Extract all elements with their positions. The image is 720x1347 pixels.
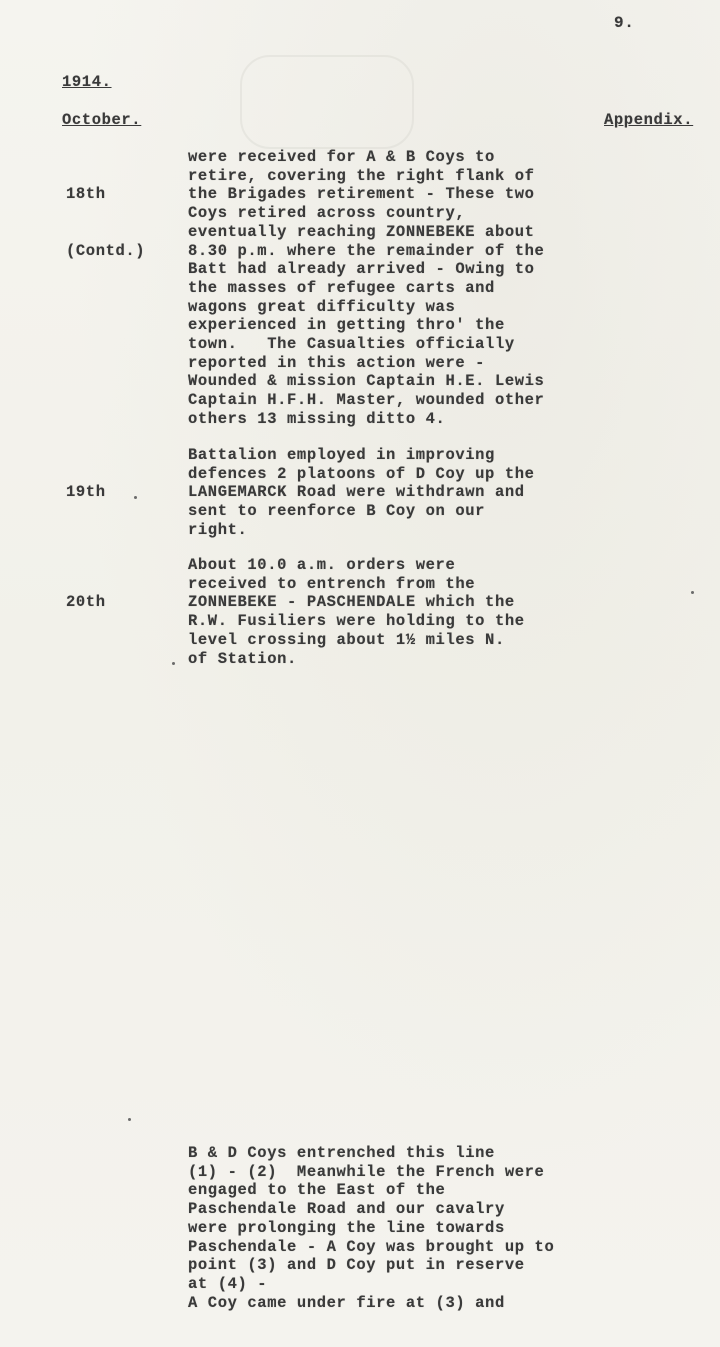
body-line: LANGEMARCK Road were withdrawn and <box>188 483 525 502</box>
body-line: the masses of refugee carts and <box>188 278 495 297</box>
entry-date-20th <box>66 556 106 650</box>
body-line: defences 2 platoons of D Coy up the <box>188 464 535 483</box>
body-line: level crossing about 1½ miles N. <box>188 630 505 649</box>
entry-body-19th <box>188 446 618 540</box>
ink-speck <box>172 662 175 665</box>
body-line: of Station. <box>188 649 297 668</box>
ink-speck <box>134 496 137 499</box>
watermark-ghost <box>240 55 414 149</box>
entry-date-18th <box>66 148 145 298</box>
body-line: experienced in getting thro' the <box>188 316 505 335</box>
body-line: A Coy came under fire at (3) and <box>188 1293 505 1312</box>
body-line: reported in this action were - <box>188 353 486 372</box>
body-line: ZONNEBEKE - PASCHENDALE which the <box>188 593 515 612</box>
year-heading: 1914. <box>62 73 112 91</box>
entry-body-20th <box>188 556 618 668</box>
body-line: sent to reenforce B Coy on our <box>188 502 486 521</box>
entry-date-line: 20th <box>66 593 106 612</box>
body-line: 8.30 p.m. where the remainder of the <box>188 241 545 260</box>
body-line: Batt had already arrived - Owing to <box>188 260 535 279</box>
body-line: Coys retired across country, <box>188 204 466 223</box>
body-line: received to entrench from the <box>188 574 476 593</box>
appendix-heading: Appendix. <box>604 111 694 129</box>
body-line: R.W. Fusiliers were holding to the <box>188 612 525 631</box>
ink-speck <box>691 591 694 594</box>
body-line: others 13 missing ditto 4. <box>188 409 446 428</box>
body-line: Paschendale Road and our cavalry <box>188 1200 505 1219</box>
body-line: Paschendale - A Coy was brought up to <box>188 1237 555 1256</box>
entry-date-line: (Contd.) <box>66 241 146 260</box>
body-line: retire, covering the right flank of <box>188 166 535 185</box>
body-line: (1) - (2) Meanwhile the French were <box>188 1162 545 1181</box>
month-heading: October. <box>62 111 142 129</box>
body-line: at (4) - <box>188 1274 268 1293</box>
entry-date-19th <box>66 446 106 540</box>
body-line: Captain H.F.H. Master, wounded other <box>188 391 545 410</box>
body-line: Battalion employed in improving <box>188 446 495 464</box>
body-line: town. The Casualties officially <box>188 335 515 354</box>
body-line: right. <box>188 520 248 539</box>
body-line: wagons great difficulty was <box>188 297 456 316</box>
body-line: B & D Coys entrenched this line <box>188 1144 495 1162</box>
body-line: were received for A & B Coys to <box>188 148 495 166</box>
body-line: were prolonging the line towards <box>188 1218 505 1237</box>
body-line: the Brigades retirement - These two <box>188 185 535 204</box>
body-line: engaged to the East of the <box>188 1181 446 1200</box>
body-line: point (3) and D Coy put in reserve <box>188 1256 525 1275</box>
entry-body-18th <box>188 148 618 429</box>
ink-speck <box>128 1118 131 1121</box>
body-line: eventually reaching ZONNEBEKE about <box>188 222 535 241</box>
page-number: 9. <box>614 14 635 32</box>
body-line: Wounded & mission Captain H.E. Lewis <box>188 372 545 391</box>
entry-body-continuation <box>188 1144 618 1312</box>
body-line: About 10.0 a.m. orders were <box>188 556 456 574</box>
entry-date-line: 18th <box>66 185 106 204</box>
entry-date-line: 19th <box>66 483 106 502</box>
